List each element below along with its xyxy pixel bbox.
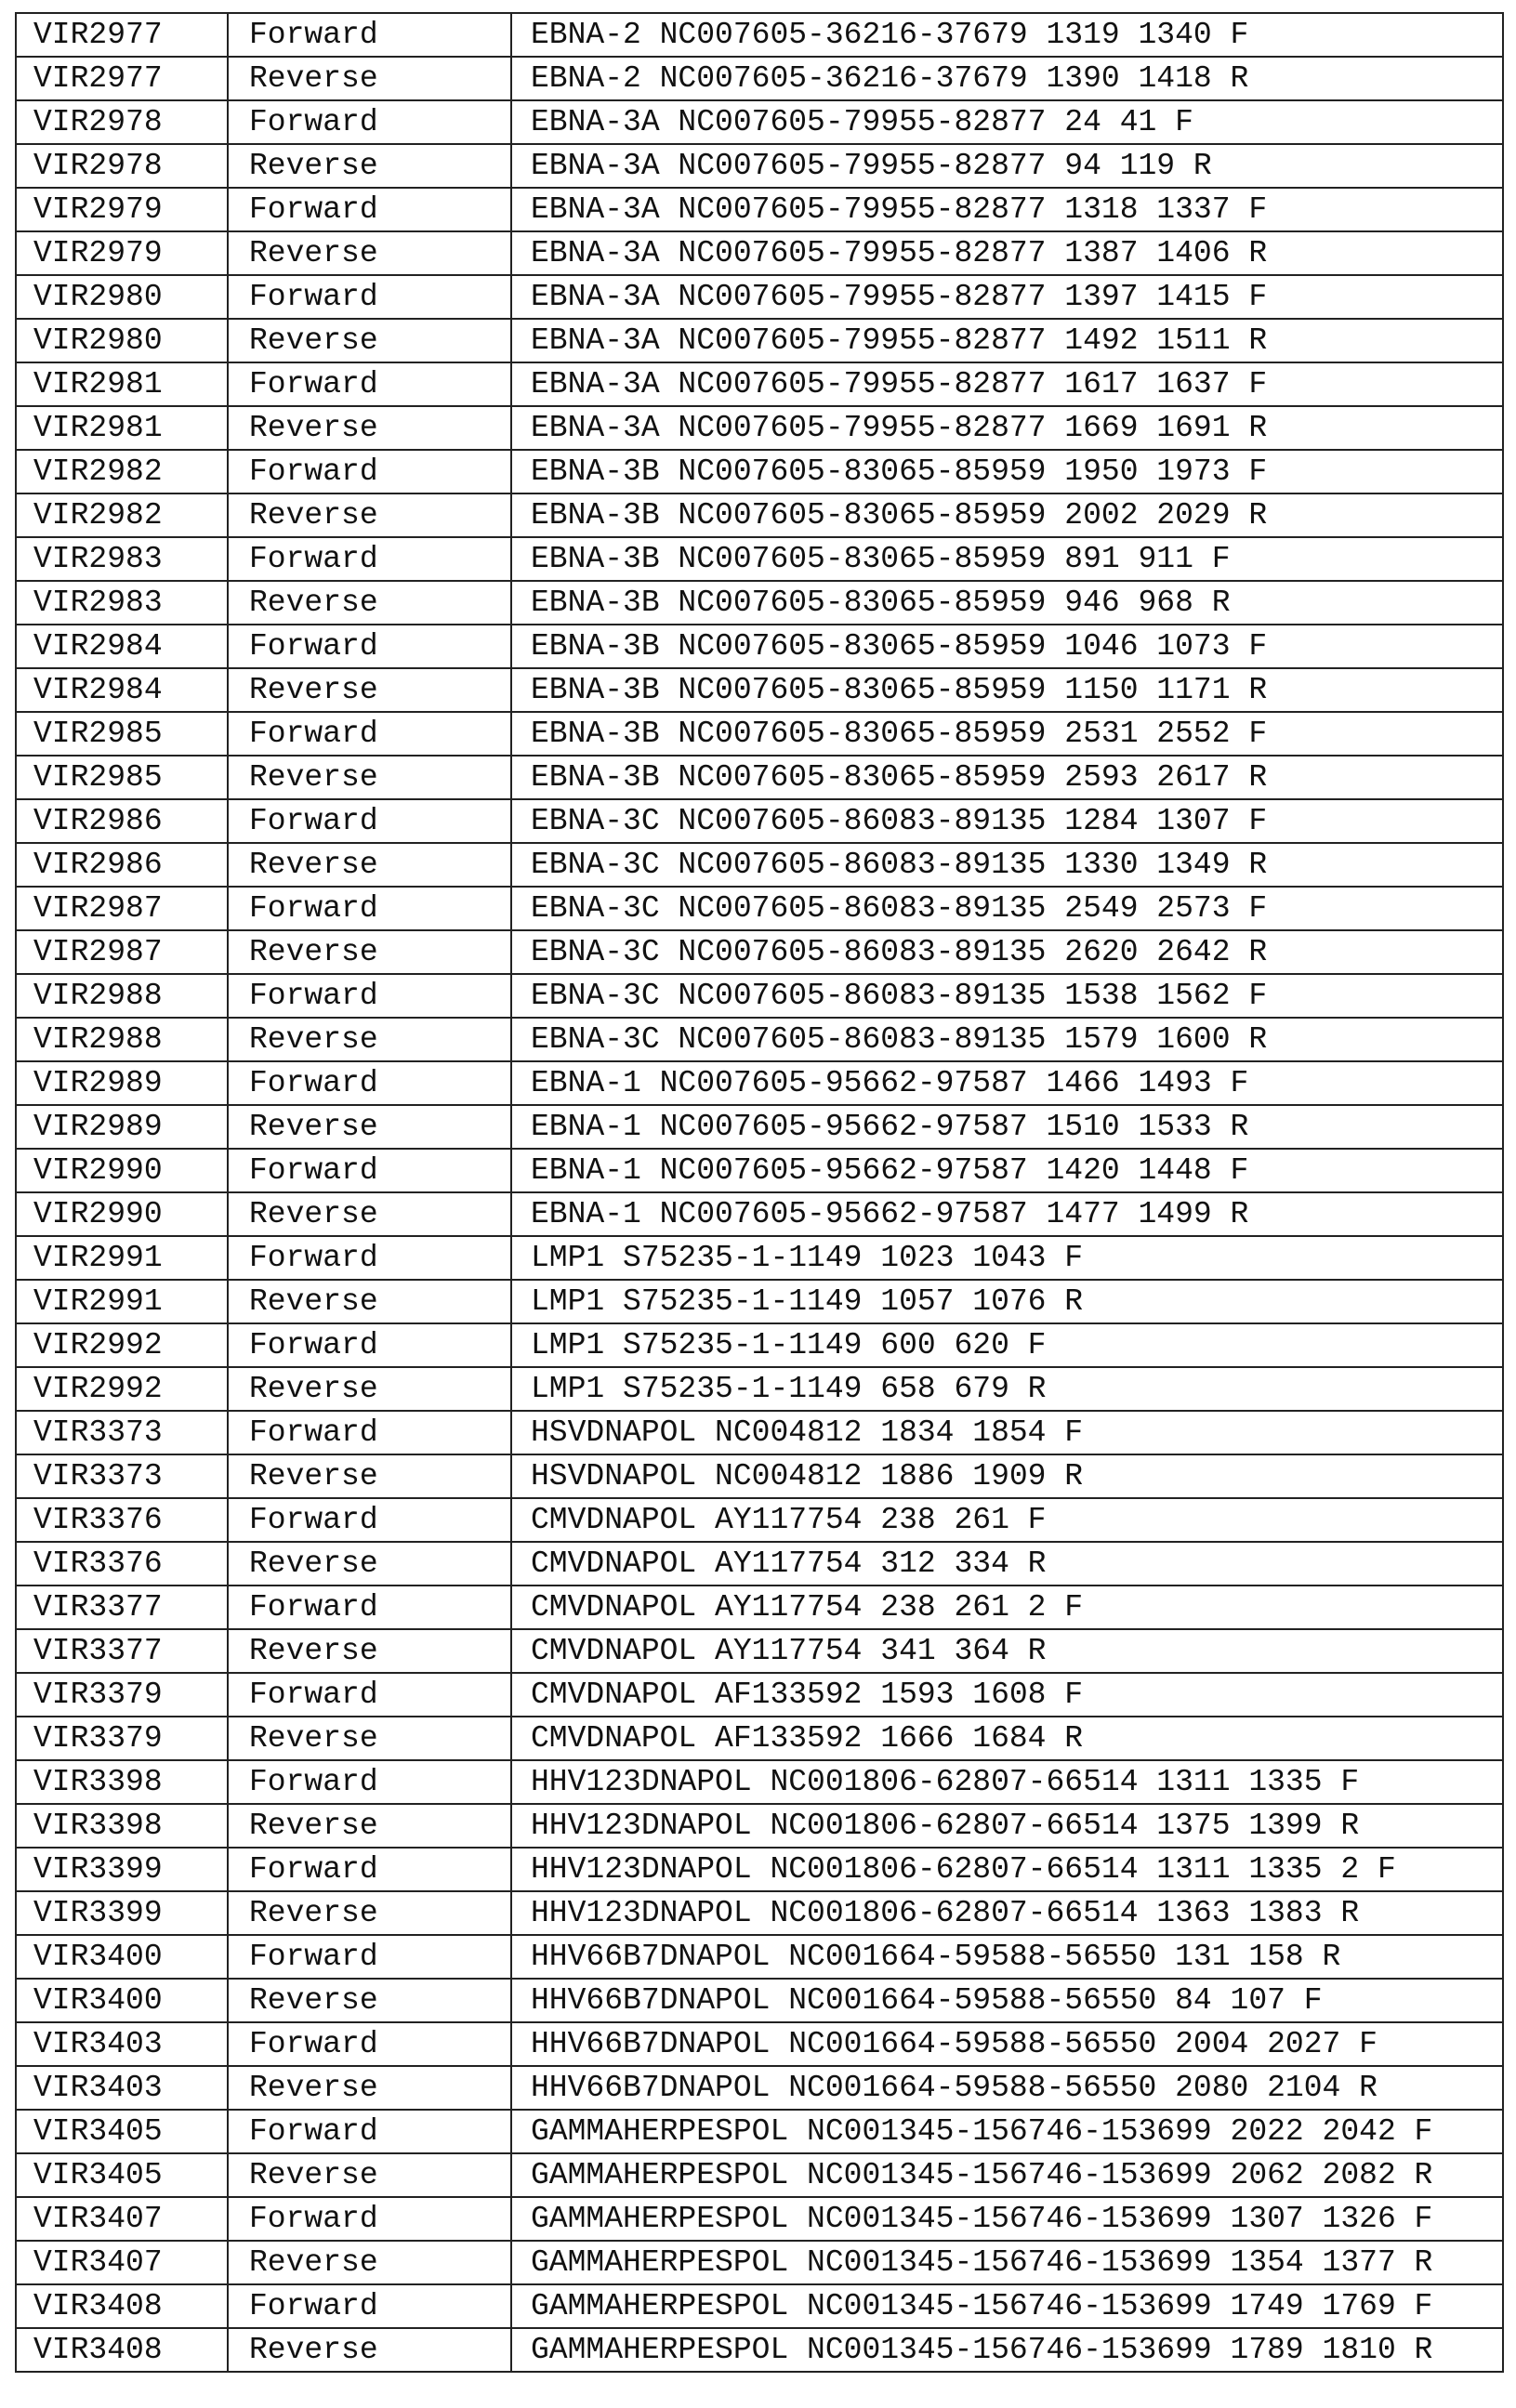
target-description-cell: EBNA-3A NC007605-79955-82877 94 119 R <box>511 144 1503 188</box>
primer-id-cell: VIR3407 <box>16 2197 228 2241</box>
primer-id-cell: VIR2980 <box>16 275 228 319</box>
primer-id-cell: VIR2978 <box>16 144 228 188</box>
direction-cell: Reverse <box>228 1717 511 1760</box>
table-row <box>16 57 1503 100</box>
target-description-cell: LMP1 S75235-1-1149 600 620 F <box>511 1323 1503 1367</box>
table-row <box>16 1498 1503 1542</box>
table-row <box>16 188 1503 231</box>
target-description-cell: EBNA-3A NC007605-79955-82877 1318 1337 F <box>511 188 1503 231</box>
target-description-cell: EBNA-1 NC007605-95662-97587 1420 1448 F <box>511 1149 1503 1192</box>
table-row <box>16 1236 1503 1280</box>
primer-id-cell: VIR3407 <box>16 2241 228 2284</box>
primer-id-cell: VIR2985 <box>16 756 228 799</box>
direction-cell: Forward <box>228 1323 511 1367</box>
direction-cell: Forward <box>228 1935 511 1979</box>
target-description-cell: EBNA-3B NC007605-83065-85959 946 968 R <box>511 581 1503 625</box>
target-description-cell: EBNA-1 NC007605-95662-97587 1466 1493 F <box>511 1061 1503 1105</box>
primer-id-cell: VIR2986 <box>16 799 228 843</box>
target-description-cell: LMP1 S75235-1-1149 1023 1043 F <box>511 1236 1503 1280</box>
primer-id-cell: VIR2991 <box>16 1236 228 1280</box>
primer-id-cell: VIR3377 <box>16 1586 228 1629</box>
primer-id-cell: VIR2984 <box>16 668 228 712</box>
table-row <box>16 2241 1503 2284</box>
primer-id-cell: VIR2990 <box>16 1149 228 1192</box>
table-row <box>16 13 1503 57</box>
target-description-cell: EBNA-3A NC007605-79955-82877 1397 1415 F <box>511 275 1503 319</box>
primer-id-cell: VIR2992 <box>16 1367 228 1411</box>
direction-cell: Forward <box>228 188 511 231</box>
table-row <box>16 2328 1503 2372</box>
target-description-cell: EBNA-3A NC007605-79955-82877 1669 1691 R <box>511 406 1503 450</box>
table-row <box>16 668 1503 712</box>
target-description-cell: HHV66B7DNAPOL NC001664-59588-56550 131 158 R <box>511 1935 1503 1979</box>
direction-cell: Reverse <box>228 319 511 362</box>
target-description-cell: CMVDNAPOL AF133592 1666 1684 R <box>511 1717 1503 1760</box>
direction-cell: Reverse <box>228 843 511 887</box>
table-row <box>16 319 1503 362</box>
primer-id-cell: VIR2979 <box>16 231 228 275</box>
table-row <box>16 1280 1503 1323</box>
table-row <box>16 493 1503 537</box>
primer-table <box>15 12 1504 2373</box>
table-row <box>16 275 1503 319</box>
table-row <box>16 799 1503 843</box>
target-description-cell: EBNA-3C NC007605-86083-89135 1538 1562 F <box>511 974 1503 1018</box>
table-row <box>16 1411 1503 1454</box>
primer-id-cell: VIR3403 <box>16 2066 228 2110</box>
table-row <box>16 100 1503 144</box>
direction-cell: Forward <box>228 13 511 57</box>
direction-cell: Reverse <box>228 2066 511 2110</box>
direction-cell: Reverse <box>228 930 511 974</box>
target-description-cell: EBNA-3B NC007605-83065-85959 2002 2029 R <box>511 493 1503 537</box>
primer-id-cell: VIR2983 <box>16 537 228 581</box>
table-row <box>16 625 1503 668</box>
direction-cell: Forward <box>228 2022 511 2066</box>
table-row <box>16 1018 1503 1061</box>
table-row <box>16 2153 1503 2197</box>
primer-id-cell: VIR3398 <box>16 1804 228 1848</box>
target-description-cell: GAMMAHERPESPOL NC001345-156746-153699 1354 1377 R <box>511 2241 1503 2284</box>
direction-cell: Reverse <box>228 1542 511 1586</box>
direction-cell: Forward <box>228 2197 511 2241</box>
primer-id-cell: VIR2988 <box>16 1018 228 1061</box>
table-row <box>16 1891 1503 1935</box>
direction-cell: Reverse <box>228 1367 511 1411</box>
primer-id-cell: VIR2982 <box>16 493 228 537</box>
table-row <box>16 406 1503 450</box>
target-description-cell: GAMMAHERPESPOL NC001345-156746-153699 2062 2082 R <box>511 2153 1503 2197</box>
direction-cell: Reverse <box>228 1891 511 1935</box>
primer-id-cell: VIR3379 <box>16 1673 228 1717</box>
primer-id-cell: VIR3377 <box>16 1629 228 1673</box>
primer-id-cell: VIR3405 <box>16 2110 228 2153</box>
primer-id-cell: VIR3379 <box>16 1717 228 1760</box>
direction-cell: Reverse <box>228 1192 511 1236</box>
target-description-cell: HHV123DNAPOL NC001806-62807-66514 1363 1383 R <box>511 1891 1503 1935</box>
target-description-cell: EBNA-3B NC007605-83065-85959 1150 1171 R <box>511 668 1503 712</box>
primer-id-cell: VIR2982 <box>16 450 228 493</box>
direction-cell: Reverse <box>228 1979 511 2022</box>
direction-cell: Reverse <box>228 756 511 799</box>
target-description-cell: HHV123DNAPOL NC001806-62807-66514 1375 1399 R <box>511 1804 1503 1848</box>
primer-id-cell: VIR2987 <box>16 930 228 974</box>
primer-id-cell: VIR3405 <box>16 2153 228 2197</box>
target-description-cell: EBNA-2 NC007605-36216-37679 1319 1340 F <box>511 13 1503 57</box>
direction-cell: Reverse <box>228 57 511 100</box>
target-description-cell: EBNA-1 NC007605-95662-97587 1510 1533 R <box>511 1105 1503 1149</box>
direction-cell: Forward <box>228 1760 511 1804</box>
direction-cell: Reverse <box>228 2241 511 2284</box>
direction-cell: Forward <box>228 2284 511 2328</box>
table-row <box>16 537 1503 581</box>
primer-id-cell: VIR3398 <box>16 1760 228 1804</box>
primer-id-cell: VIR3400 <box>16 1935 228 1979</box>
primer-id-cell: VIR3403 <box>16 2022 228 2066</box>
direction-cell: Reverse <box>228 1454 511 1498</box>
direction-cell: Reverse <box>228 231 511 275</box>
direction-cell: Forward <box>228 1411 511 1454</box>
target-description-cell: EBNA-3A NC007605-79955-82877 1617 1637 F <box>511 362 1503 406</box>
primer-id-cell: VIR3408 <box>16 2328 228 2372</box>
table-row <box>16 144 1503 188</box>
direction-cell: Forward <box>228 100 511 144</box>
primer-id-cell: VIR2977 <box>16 13 228 57</box>
target-description-cell: EBNA-3B NC007605-83065-85959 1046 1073 F <box>511 625 1503 668</box>
table-row <box>16 1586 1503 1629</box>
target-description-cell: CMVDNAPOL AY117754 312 334 R <box>511 1542 1503 1586</box>
target-description-cell: GAMMAHERPESPOL NC001345-156746-153699 1749 1769 F <box>511 2284 1503 2328</box>
direction-cell: Reverse <box>228 581 511 625</box>
primer-id-cell: VIR2990 <box>16 1192 228 1236</box>
direction-cell: Reverse <box>228 144 511 188</box>
target-description-cell: EBNA-3C NC007605-86083-89135 2620 2642 R <box>511 930 1503 974</box>
target-description-cell: EBNA-3B NC007605-83065-85959 2593 2617 R <box>511 756 1503 799</box>
direction-cell: Reverse <box>228 1018 511 1061</box>
direction-cell: Reverse <box>228 406 511 450</box>
target-description-cell: EBNA-1 NC007605-95662-97587 1477 1499 R <box>511 1192 1503 1236</box>
target-description-cell: EBNA-3B NC007605-83065-85959 1950 1973 F <box>511 450 1503 493</box>
primer-id-cell: VIR3399 <box>16 1891 228 1935</box>
direction-cell: Forward <box>228 1673 511 1717</box>
primer-id-cell: VIR2983 <box>16 581 228 625</box>
primer-id-cell: VIR3376 <box>16 1542 228 1586</box>
table-row <box>16 1935 1503 1979</box>
table-row <box>16 231 1503 275</box>
direction-cell: Forward <box>228 1586 511 1629</box>
direction-cell: Forward <box>228 1149 511 1192</box>
primer-id-cell: VIR2988 <box>16 974 228 1018</box>
table-row <box>16 1629 1503 1673</box>
table-row <box>16 581 1503 625</box>
table-row <box>16 1673 1503 1717</box>
direction-cell: Forward <box>228 1848 511 1891</box>
direction-cell: Reverse <box>228 2328 511 2372</box>
table-row <box>16 2022 1503 2066</box>
primer-id-cell: VIR2989 <box>16 1061 228 1105</box>
direction-cell: Forward <box>228 2110 511 2153</box>
target-description-cell: EBNA-3A NC007605-79955-82877 1387 1406 R <box>511 231 1503 275</box>
primer-id-cell: VIR2987 <box>16 887 228 930</box>
target-description-cell: GAMMAHERPESPOL NC001345-156746-153699 1307 1326 F <box>511 2197 1503 2241</box>
direction-cell: Forward <box>228 1498 511 1542</box>
target-description-cell: EBNA-3C NC007605-86083-89135 2549 2573 F <box>511 887 1503 930</box>
table-row <box>16 1760 1503 1804</box>
target-description-cell: CMVDNAPOL AY117754 238 261 F <box>511 1498 1503 1542</box>
target-description-cell: HHV66B7DNAPOL NC001664-59588-56550 2080 2104 R <box>511 2066 1503 2110</box>
target-description-cell: HHV66B7DNAPOL NC001664-59588-56550 84 107 F <box>511 1979 1503 2022</box>
target-description-cell: EBNA-3C NC007605-86083-89135 1284 1307 F <box>511 799 1503 843</box>
table-row <box>16 1804 1503 1848</box>
table-row <box>16 2284 1503 2328</box>
target-description-cell: LMP1 S75235-1-1149 658 679 R <box>511 1367 1503 1411</box>
primer-id-cell: VIR2984 <box>16 625 228 668</box>
direction-cell: Forward <box>228 537 511 581</box>
table-row <box>16 1105 1503 1149</box>
primer-id-cell: VIR3373 <box>16 1411 228 1454</box>
direction-cell: Forward <box>228 712 511 756</box>
primer-id-cell: VIR2992 <box>16 1323 228 1367</box>
target-description-cell: EBNA-3A NC007605-79955-82877 24 41 F <box>511 100 1503 144</box>
direction-cell: Reverse <box>228 1105 511 1149</box>
primer-id-cell: VIR2986 <box>16 843 228 887</box>
direction-cell: Reverse <box>228 1804 511 1848</box>
primer-id-cell: VIR2980 <box>16 319 228 362</box>
table-row <box>16 2066 1503 2110</box>
table-row <box>16 756 1503 799</box>
target-description-cell: CMVDNAPOL AY117754 341 364 R <box>511 1629 1503 1673</box>
target-description-cell: GAMMAHERPESPOL NC001345-156746-153699 1789 1810 R <box>511 2328 1503 2372</box>
target-description-cell: HHV123DNAPOL NC001806-62807-66514 1311 1335 F <box>511 1760 1503 1804</box>
table-row <box>16 1149 1503 1192</box>
primer-id-cell: VIR2978 <box>16 100 228 144</box>
target-description-cell: EBNA-3A NC007605-79955-82877 1492 1511 R <box>511 319 1503 362</box>
direction-cell: Forward <box>228 974 511 1018</box>
table-row <box>16 450 1503 493</box>
target-description-cell: GAMMAHERPESPOL NC001345-156746-153699 2022 2042 F <box>511 2110 1503 2153</box>
table-row <box>16 887 1503 930</box>
target-description-cell: HSVDNAPOL NC004812 1886 1909 R <box>511 1454 1503 1498</box>
table-row <box>16 1323 1503 1367</box>
table-row <box>16 362 1503 406</box>
primer-id-cell: VIR3408 <box>16 2284 228 2328</box>
target-description-cell: LMP1 S75235-1-1149 1057 1076 R <box>511 1280 1503 1323</box>
direction-cell: Reverse <box>228 668 511 712</box>
target-description-cell: EBNA-3C NC007605-86083-89135 1579 1600 R <box>511 1018 1503 1061</box>
table-row <box>16 1848 1503 1891</box>
primer-id-cell: VIR2985 <box>16 712 228 756</box>
primer-id-cell: VIR2979 <box>16 188 228 231</box>
table-row <box>16 930 1503 974</box>
table-row <box>16 2110 1503 2153</box>
table-row <box>16 712 1503 756</box>
table-row <box>16 1367 1503 1411</box>
primer-table-body <box>16 13 1503 2372</box>
primer-id-cell: VIR3376 <box>16 1498 228 1542</box>
table-row <box>16 1192 1503 1236</box>
table-row <box>16 2197 1503 2241</box>
target-description-cell: HHV123DNAPOL NC001806-62807-66514 1311 1335 2 F <box>511 1848 1503 1891</box>
target-description-cell: CMVDNAPOL AY117754 238 261 2 F <box>511 1586 1503 1629</box>
table-row <box>16 1542 1503 1586</box>
direction-cell: Forward <box>228 275 511 319</box>
target-description-cell: EBNA-2 NC007605-36216-37679 1390 1418 R <box>511 57 1503 100</box>
primer-id-cell: VIR2981 <box>16 406 228 450</box>
target-description-cell: CMVDNAPOL AF133592 1593 1608 F <box>511 1673 1503 1717</box>
direction-cell: Forward <box>228 799 511 843</box>
primer-id-cell: VIR3399 <box>16 1848 228 1891</box>
direction-cell: Reverse <box>228 1280 511 1323</box>
target-description-cell: EBNA-3C NC007605-86083-89135 1330 1349 R <box>511 843 1503 887</box>
table-row <box>16 974 1503 1018</box>
primer-id-cell: VIR2989 <box>16 1105 228 1149</box>
direction-cell: Forward <box>228 887 511 930</box>
table-row <box>16 1061 1503 1105</box>
direction-cell: Reverse <box>228 2153 511 2197</box>
target-description-cell: HHV66B7DNAPOL NC001664-59588-56550 2004 2027 F <box>511 2022 1503 2066</box>
direction-cell: Forward <box>228 1236 511 1280</box>
primer-id-cell: VIR2981 <box>16 362 228 406</box>
table-row <box>16 843 1503 887</box>
direction-cell: Forward <box>228 625 511 668</box>
direction-cell: Forward <box>228 362 511 406</box>
direction-cell: Forward <box>228 1061 511 1105</box>
direction-cell: Reverse <box>228 1629 511 1673</box>
primer-id-cell: VIR2977 <box>16 57 228 100</box>
direction-cell: Forward <box>228 450 511 493</box>
table-row <box>16 1454 1503 1498</box>
target-description-cell: EBNA-3B NC007605-83065-85959 2531 2552 F <box>511 712 1503 756</box>
direction-cell: Reverse <box>228 493 511 537</box>
table-row <box>16 1717 1503 1760</box>
table-row <box>16 1979 1503 2022</box>
target-description-cell: EBNA-3B NC007605-83065-85959 891 911 F <box>511 537 1503 581</box>
primer-id-cell: VIR3400 <box>16 1979 228 2022</box>
primer-id-cell: VIR2991 <box>16 1280 228 1323</box>
primer-id-cell: VIR3373 <box>16 1454 228 1498</box>
target-description-cell: HSVDNAPOL NC004812 1834 1854 F <box>511 1411 1503 1454</box>
